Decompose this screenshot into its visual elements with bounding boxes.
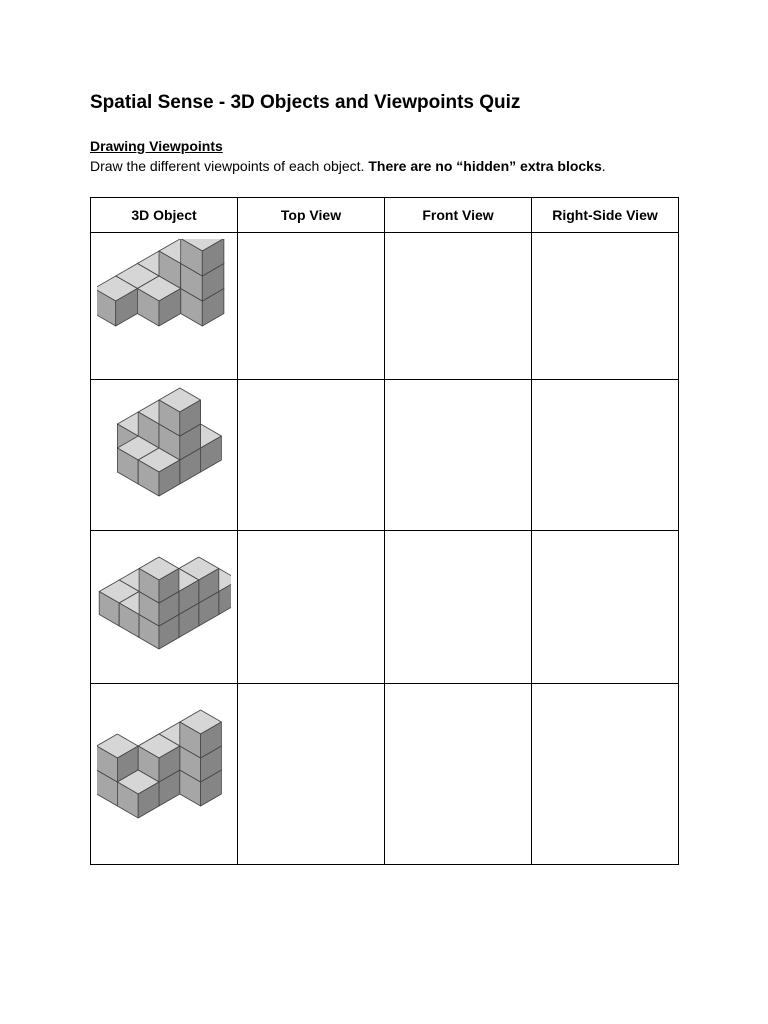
section-heading: Drawing Viewpoints xyxy=(90,138,223,154)
instructions-text: Draw the different viewpoints of each object. xyxy=(90,158,369,174)
viewpoints-table xyxy=(90,197,679,865)
right-side-view-answer-cell[interactable] xyxy=(532,380,679,531)
object-cell xyxy=(91,531,238,684)
header-right-side-view: Right-Side View xyxy=(532,198,679,233)
table-row xyxy=(91,380,679,531)
right-side-view-answer-cell[interactable] xyxy=(532,233,679,380)
right-side-view-answer-cell[interactable] xyxy=(532,684,679,865)
header-top-view: Top View xyxy=(238,198,385,233)
right-side-view-answer-cell[interactable] xyxy=(532,531,679,684)
front-view-answer-cell[interactable] xyxy=(385,531,532,684)
isometric-cube-figure-3-icon xyxy=(97,537,231,677)
front-view-answer-cell[interactable] xyxy=(385,380,532,531)
isometric-cube-figure-1-icon xyxy=(97,239,231,373)
table-row xyxy=(91,684,679,865)
front-view-answer-cell[interactable] xyxy=(385,233,532,380)
instructions xyxy=(90,158,606,174)
object-cell xyxy=(91,684,238,865)
object-cell xyxy=(91,233,238,380)
top-view-answer-cell[interactable] xyxy=(238,531,385,684)
top-view-answer-cell[interactable] xyxy=(238,684,385,865)
table-row xyxy=(91,531,679,684)
object-cell xyxy=(91,380,238,531)
instructions-emphasis: There are no “hidden” extra blocks xyxy=(368,158,602,174)
front-view-answer-cell[interactable] xyxy=(385,684,532,865)
table-row xyxy=(91,233,679,380)
header-front-view: Front View xyxy=(385,198,532,233)
isometric-cube-figure-4-icon xyxy=(97,690,231,858)
page-title: Spatial Sense - 3D Objects and Viewpoints Quiz xyxy=(90,92,521,113)
top-view-answer-cell[interactable] xyxy=(238,233,385,380)
header-3d-object: 3D Object xyxy=(91,198,238,233)
top-view-answer-cell[interactable] xyxy=(238,380,385,531)
instructions-end: . xyxy=(601,158,606,174)
isometric-cube-figure-2-icon xyxy=(97,386,231,524)
table-header-row xyxy=(91,198,679,233)
